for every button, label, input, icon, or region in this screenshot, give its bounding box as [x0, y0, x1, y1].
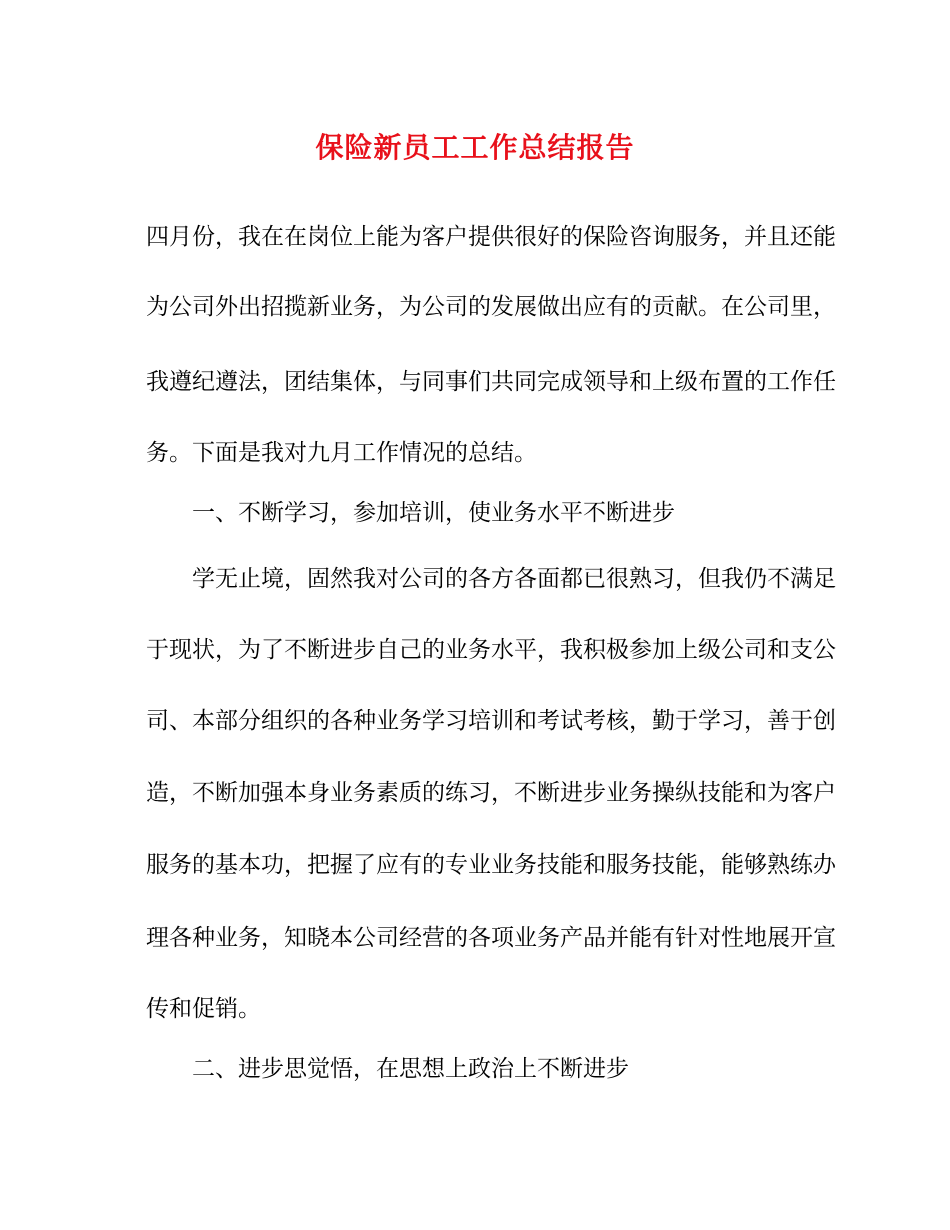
paragraph-line: 务。下面是我对九月工作情况的总结。: [146, 440, 537, 466]
paragraph-line: 为公司外出招揽新业务，为公司的发展做出应有的贡献。在公司里，: [146, 294, 836, 320]
document-title: 保险新员工工作总结报告: [315, 131, 635, 164]
section-heading: 二、进步思觉悟，在思想上政治上不断进步: [192, 1056, 629, 1082]
paragraph-line: 理各种业务，知晓本公司经营的各项业务产品并能有针对性地展开宣: [146, 925, 836, 951]
paragraph-line: 服务的基本功，把握了应有的专业业务技能和服务技能，能够熟练办: [146, 852, 836, 878]
paragraph-line: 学无止境，固然我对公司的各方各面都已很熟习，但我仍不满足: [192, 566, 836, 592]
paragraph-line: 造，不断加强本身业务素质的练习，不断进步业务操纵技能和为客户: [146, 780, 836, 806]
paragraph-line: 传和促销。: [146, 996, 261, 1022]
paragraph-line: 于现状，为了不断进步自己的业务水平，我积极参加上级公司和支公: [146, 637, 836, 663]
paragraph-line: 我遵纪遵法，团结集体，与同事们共同完成领导和上级布置的工作任: [146, 369, 836, 395]
section-heading: 一、不断学习，参加培训，使业务水平不断进步: [192, 500, 675, 526]
paragraph-line: 四月份，我在在岗位上能为客户提供很好的保险咨询服务，并且还能: [146, 224, 836, 250]
paragraph-line: 司、本部分组织的各种业务学习培训和考试考核，勤于学习，善于创: [146, 708, 836, 734]
